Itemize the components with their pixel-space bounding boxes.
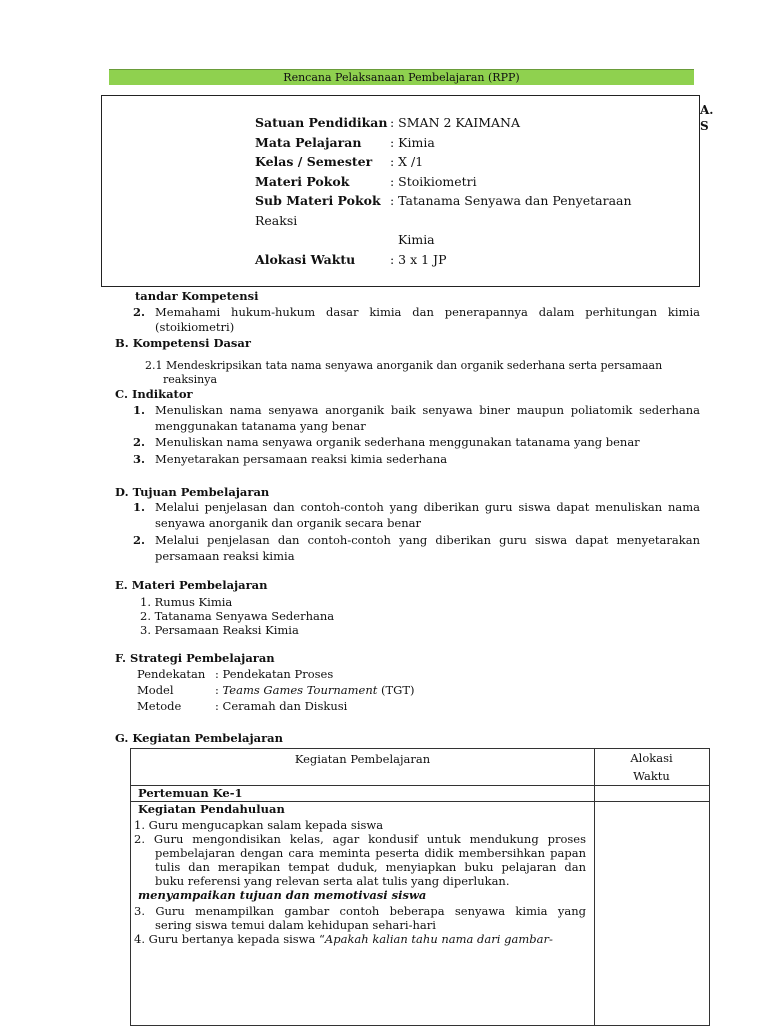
tujuan-item-1-line1: Melalui penjelasan dan contoh-contoh yang diberikan guru siswa dapat menuliskan nama [155, 500, 700, 514]
table-item-1: 1. Guru mengucapkan salam kepada siswa [134, 818, 384, 832]
identity-continuation-reaksi: Reaksi [255, 213, 298, 228]
strategi-value-italic: Teams Games Tournament [222, 683, 378, 697]
table-item-2-line1: 2. Guru mengondisikan kelas, agar kondusif untuk mendukung proses [134, 832, 586, 846]
indikator-item-number: 2. [133, 435, 146, 449]
identity-row-mapel [255, 135, 435, 150]
tujuan-item-1-line2: senyawa anorganik dan organik secara benar [155, 516, 421, 530]
table-column-divider [594, 749, 595, 1025]
indikator-heading: C. Indikator [115, 387, 193, 401]
tujuan-item-2-line1: Melalui penjelasan dan contoh-contoh yang diberikan guru siswa dapat menyetarakan [155, 533, 700, 547]
strategi-value-model [215, 683, 415, 697]
standar-item-number: 2. [133, 305, 146, 319]
standar-heading: tandar Kompetensi [135, 289, 259, 303]
strategi-value: : Pendekatan Proses [215, 667, 334, 681]
table-header-kegiatan: Kegiatan Pembelajaran [294, 752, 431, 766]
strategi-label: Metode [137, 699, 182, 713]
kegiatan-table [130, 748, 710, 1026]
tujuan-item-number: 1. [133, 500, 146, 514]
identity-value: : X /1 [390, 154, 424, 169]
materi-heading: E. Materi Pembelajaran [115, 578, 268, 592]
indikator-item-2: Menuliskan nama senyawa organik sederhana menggunakan tatanama yang benar [155, 435, 640, 449]
table-header-alokasi: Alokasi [630, 751, 673, 765]
kegiatan-heading: G. Kegiatan Pembelajaran [115, 731, 283, 745]
side-mark-a: A. [700, 103, 714, 117]
indikator-item-1-line1: Menuliskan nama senyawa anorganik baik senyawa biner maupun poliatomik sederhana [155, 403, 700, 417]
kd-line2: reaksinya [163, 373, 218, 386]
strategi-heading: F. Strategi Pembelajaran [115, 651, 275, 665]
identity-label: Alokasi Waktu [255, 252, 356, 267]
identity-value: : Stoikiometri [390, 174, 477, 189]
table-item-2-line3: tulis dan merapikan tempat duduk, menyiapkan buku pelajaran dan [155, 860, 586, 874]
indikator-item-number: 1. [133, 403, 146, 417]
identity-value: : SMAN 2 KAIMANA [390, 115, 520, 130]
identity-label: Satuan Pendidikan [255, 115, 388, 130]
indikator-item-number: 3. [133, 452, 146, 466]
table-item-3-line1: 3. Guru menampilkan gambar contoh beberapa senyawa kimia yang [134, 904, 586, 918]
materi-item: 1. Rumus Kimia [140, 595, 233, 609]
strategi-value: : Ceramah dan Diskusi [215, 699, 348, 713]
table-item-2-line2: pembelajaran dengan cara meminta peserta didik membersihkan papan [155, 846, 586, 860]
strategi-label: Model [137, 683, 174, 697]
identity-value: : 3 x 1 JP [390, 252, 447, 267]
identity-label: Mata Pelajaran [255, 135, 362, 150]
table-item-3-line2: sering siswa temui dalam kehidupan sehari-hari [155, 918, 436, 932]
identity-label: Sub Materi Pokok [255, 193, 381, 208]
standar-item-line1: Memahami hukum-hukum dasar kimia dan penerapannya dalam perhitungan kimia [155, 305, 700, 319]
kd-line1: 2.1 Mendeskripsikan tata nama senyawa anorganik dan organik sederhana serta persamaan [145, 359, 663, 372]
identity-row-submateri [255, 193, 632, 208]
standar-item-line2: (stoikiometri) [155, 320, 235, 334]
strategi-value-prefix: : [215, 683, 223, 697]
indikator-item-1-line2: menggunakan tatanama yang benar [155, 419, 366, 433]
table-item-4-italic: Apakah kalian tahu nama dari gambar- [324, 932, 553, 946]
table-header-waktu: Waktu [633, 769, 670, 783]
tujuan-item-2-line2: persamaan reaksi kimia [155, 549, 295, 563]
table-item-4 [134, 932, 553, 946]
table-item-2-line4: buku referensi yang relevan serta alat tulis yang diperlukan. [155, 874, 510, 888]
strategi-label: Pendekatan [137, 667, 206, 681]
table-sub-heading: Kegiatan Pendahuluan [138, 802, 285, 816]
tujuan-heading: D. Tujuan Pembelajaran [115, 485, 270, 499]
identity-box [101, 95, 700, 287]
materi-item: 3. Persamaan Reaksi Kimia [140, 623, 299, 637]
strategi-value-suffix: (TGT) [377, 683, 415, 697]
rpp-title-bar [109, 69, 694, 85]
table-meeting: Pertemuan Ke-1 [138, 786, 243, 800]
indikator-item-3: Menyetarakan persamaan reaksi kimia sederhana [155, 452, 448, 466]
identity-row-kelas [255, 154, 423, 169]
identity-row-materi [255, 174, 477, 189]
kd-heading: B. Kompetensi Dasar [115, 336, 251, 350]
table-motivasi: menyampaikan tujuan dan memotivasi siswa [138, 888, 427, 902]
identity-label: Kelas / Semester [255, 154, 373, 169]
materi-item: 2. Tatanama Senyawa Sederhana [140, 609, 335, 623]
tujuan-item-number: 2. [133, 533, 146, 547]
identity-row-alokasi [255, 252, 446, 267]
identity-value: : Kimia [390, 135, 435, 150]
side-mark-s: S [700, 119, 709, 133]
identity-continuation-kimia: Kimia [398, 232, 435, 247]
rpp-title: Rencana Pelaksanaan Pembelajaran (RPP) [283, 71, 520, 84]
identity-label: Materi Pokok [255, 174, 350, 189]
identity-row-satuan [255, 115, 520, 130]
table-item-4-prefix: 4. Guru bertanya kepada siswa “ [134, 932, 325, 946]
identity-value: : Tatanama Senyawa dan Penyetaraan [390, 193, 632, 208]
